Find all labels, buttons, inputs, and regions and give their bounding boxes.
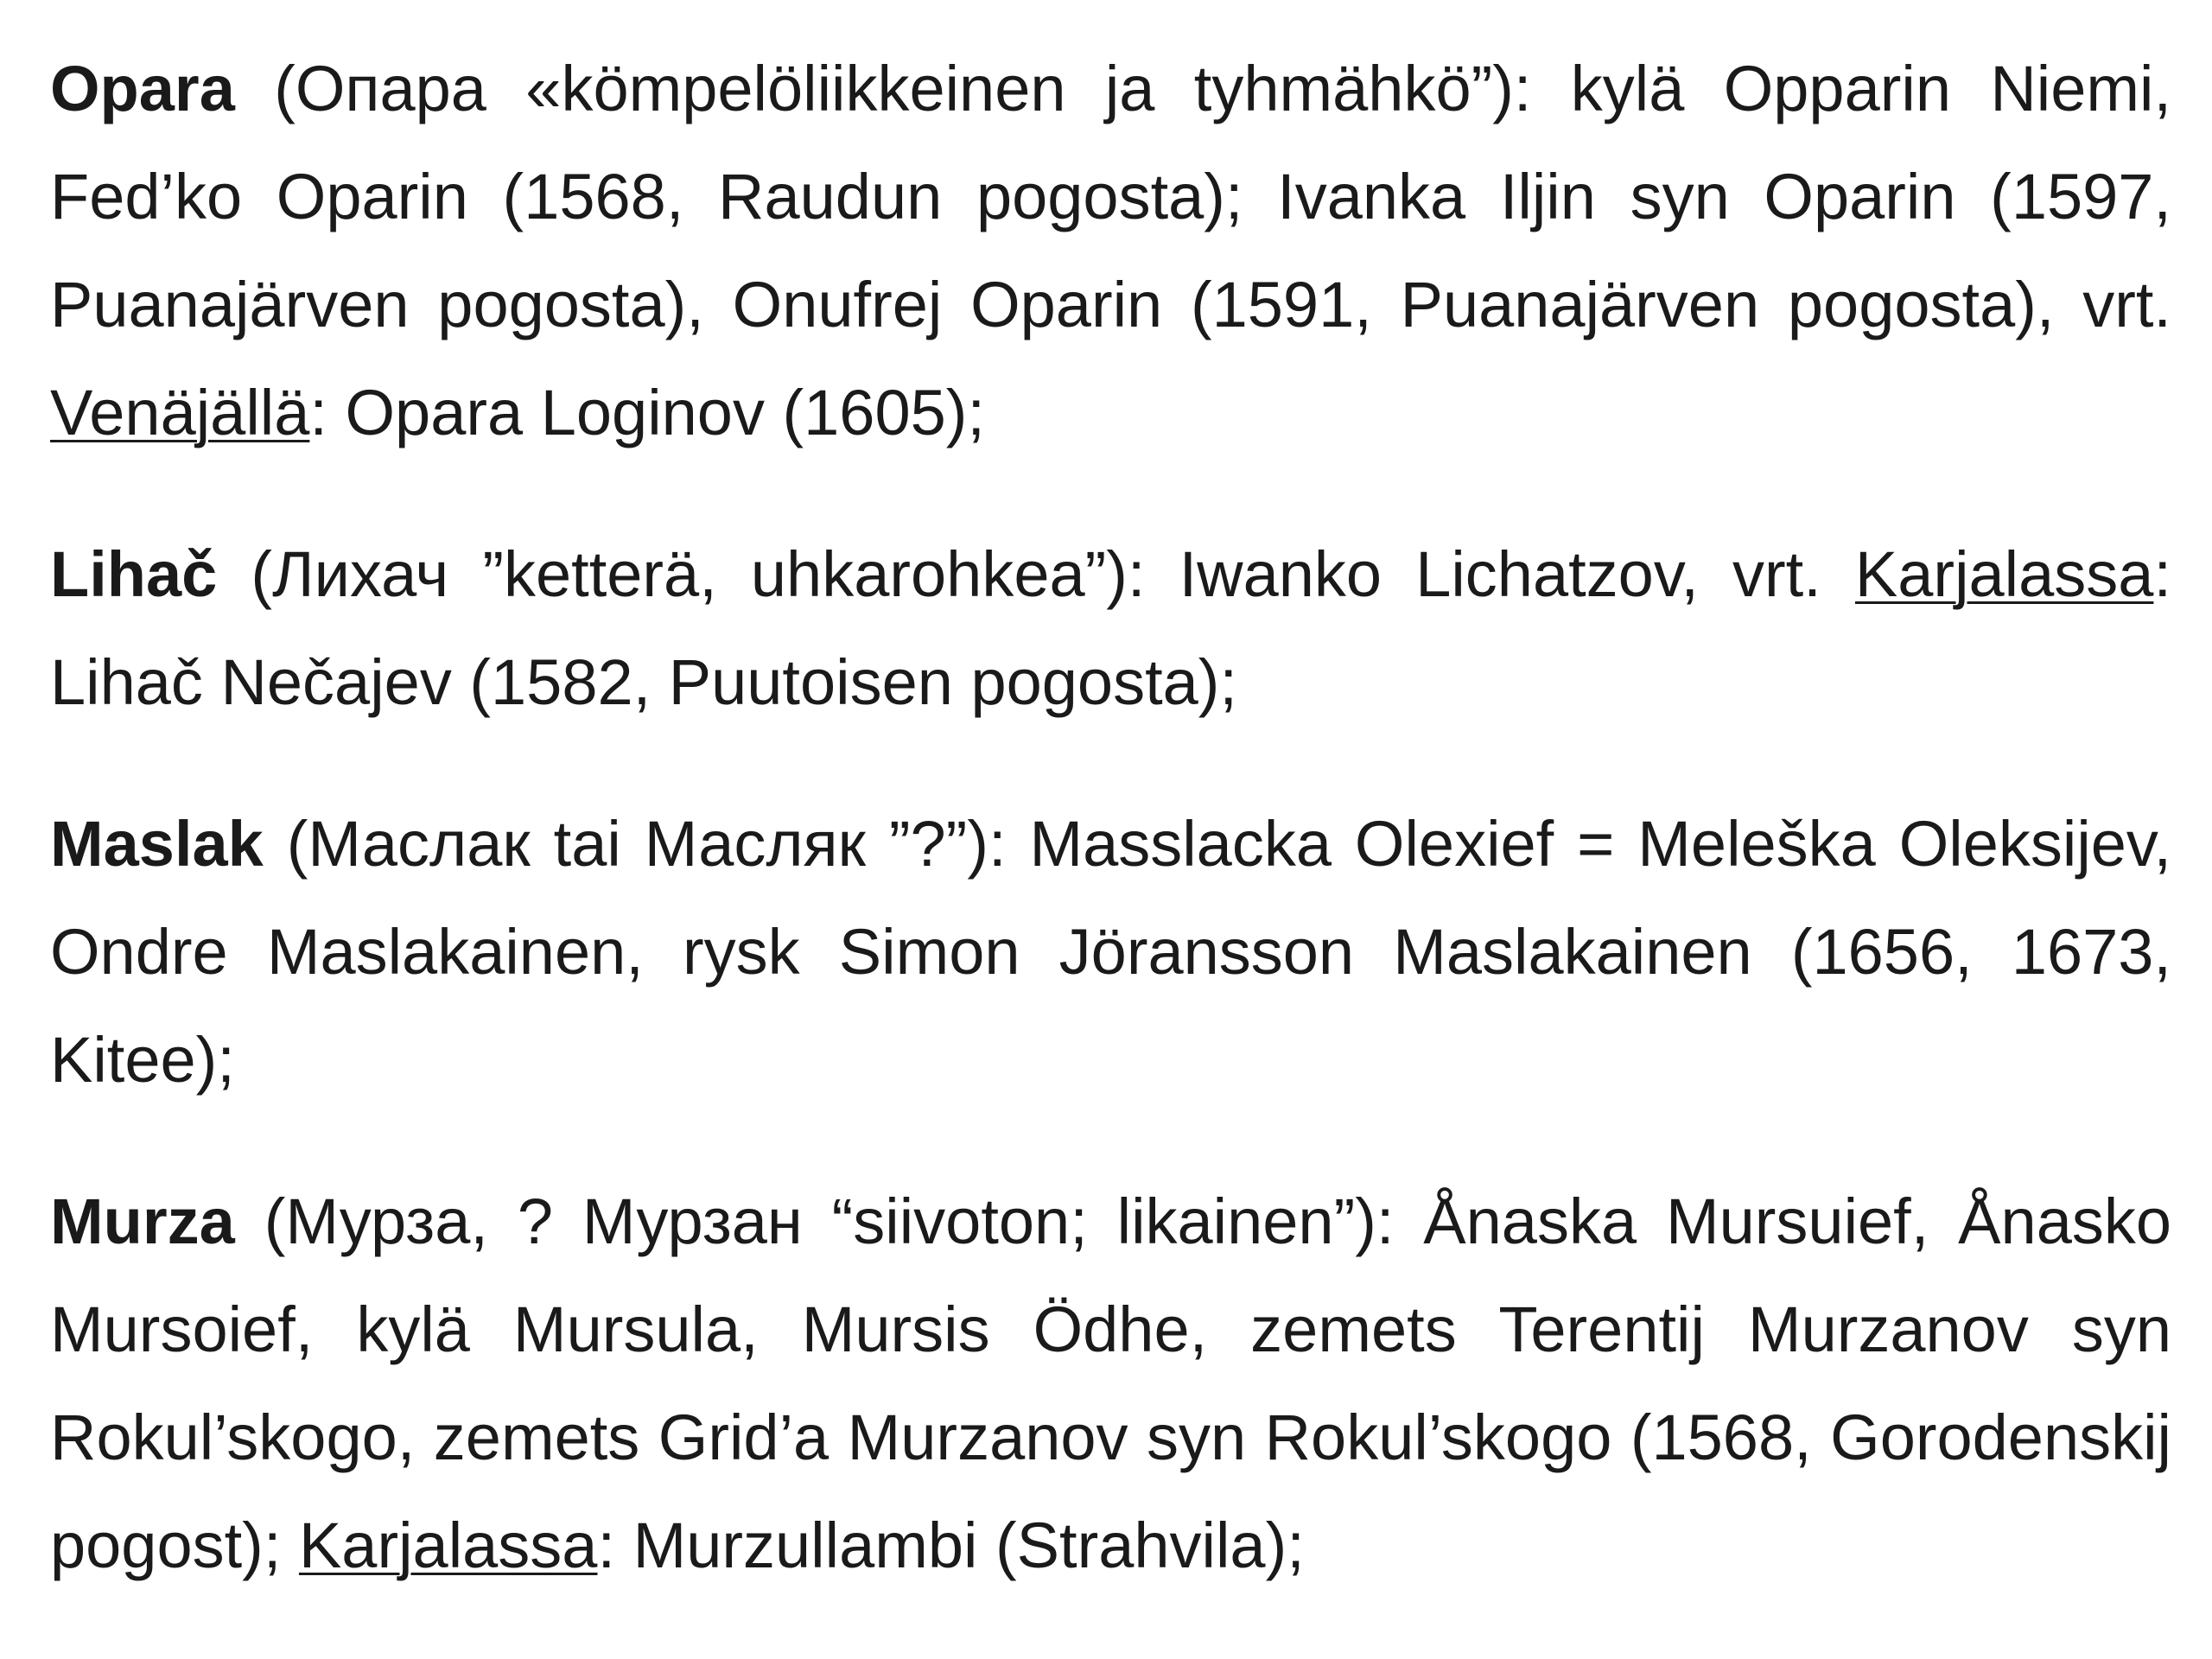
entry-lihac [50,520,2171,736]
entry-headword: Maslak [50,808,264,880]
entry-text: (Маслак tai Масляк ”?”): Masslacka Olexief = Meleška Oleksijev, Ondre Maslakainen, rysk Simon Jöransson Maslakainen (1656, 1673, Kitee); [50,808,2171,1096]
entry-headword: Lihač [50,538,218,610]
entry-text: : Lihač Nečajev (1582, Puutoisen pogosta); [50,538,2171,718]
entry-maslak [50,790,2171,1114]
underlined-place-name: Karjalassa [298,1510,598,1581]
entry-text: (Мурза, ? Мурзан “siivoton; likainen”): Ånaska Mursuief, Ånasko Mursoief, kylä Mursula, Mursis Ödhe, zemets Terentij Murzanov syn Rokul’skogo, zemets Grid’a Murzanov syn Rokul’skogo (1568, Gorodenskij pogost); [50,1185,2171,1581]
entry-headword: Opara [50,53,235,124]
entry-murza [50,1167,2171,1599]
entry-text: : Murzullambi (Strahvila); [597,1510,1305,1581]
underlined-place-name: Venäjällä [50,377,310,448]
entry-headword: Murza [50,1185,235,1257]
entry-text: (Опара «kömpelöliikkeinen ja tyhmähkö”): kylä Opparin Niemi, Fed’ko Oparin (1568, Raudun pogosta); Ivanka Iljin syn Oparin (1597, Puanajärven pogosta), Onufrej Oparin (1591, Puanajärven pogosta), vrt. [50,53,2171,340]
entry-text: (Лихач ”ketterä, uhkarohkea”): Iwanko Lichatzov, vrt. [217,538,1855,610]
entry-text: : Opara Loginov (1605); [309,377,985,448]
underlined-place-name: Karjalassa [1854,538,2154,610]
entry-opara [50,35,2171,467]
document-page [50,35,2171,1653]
